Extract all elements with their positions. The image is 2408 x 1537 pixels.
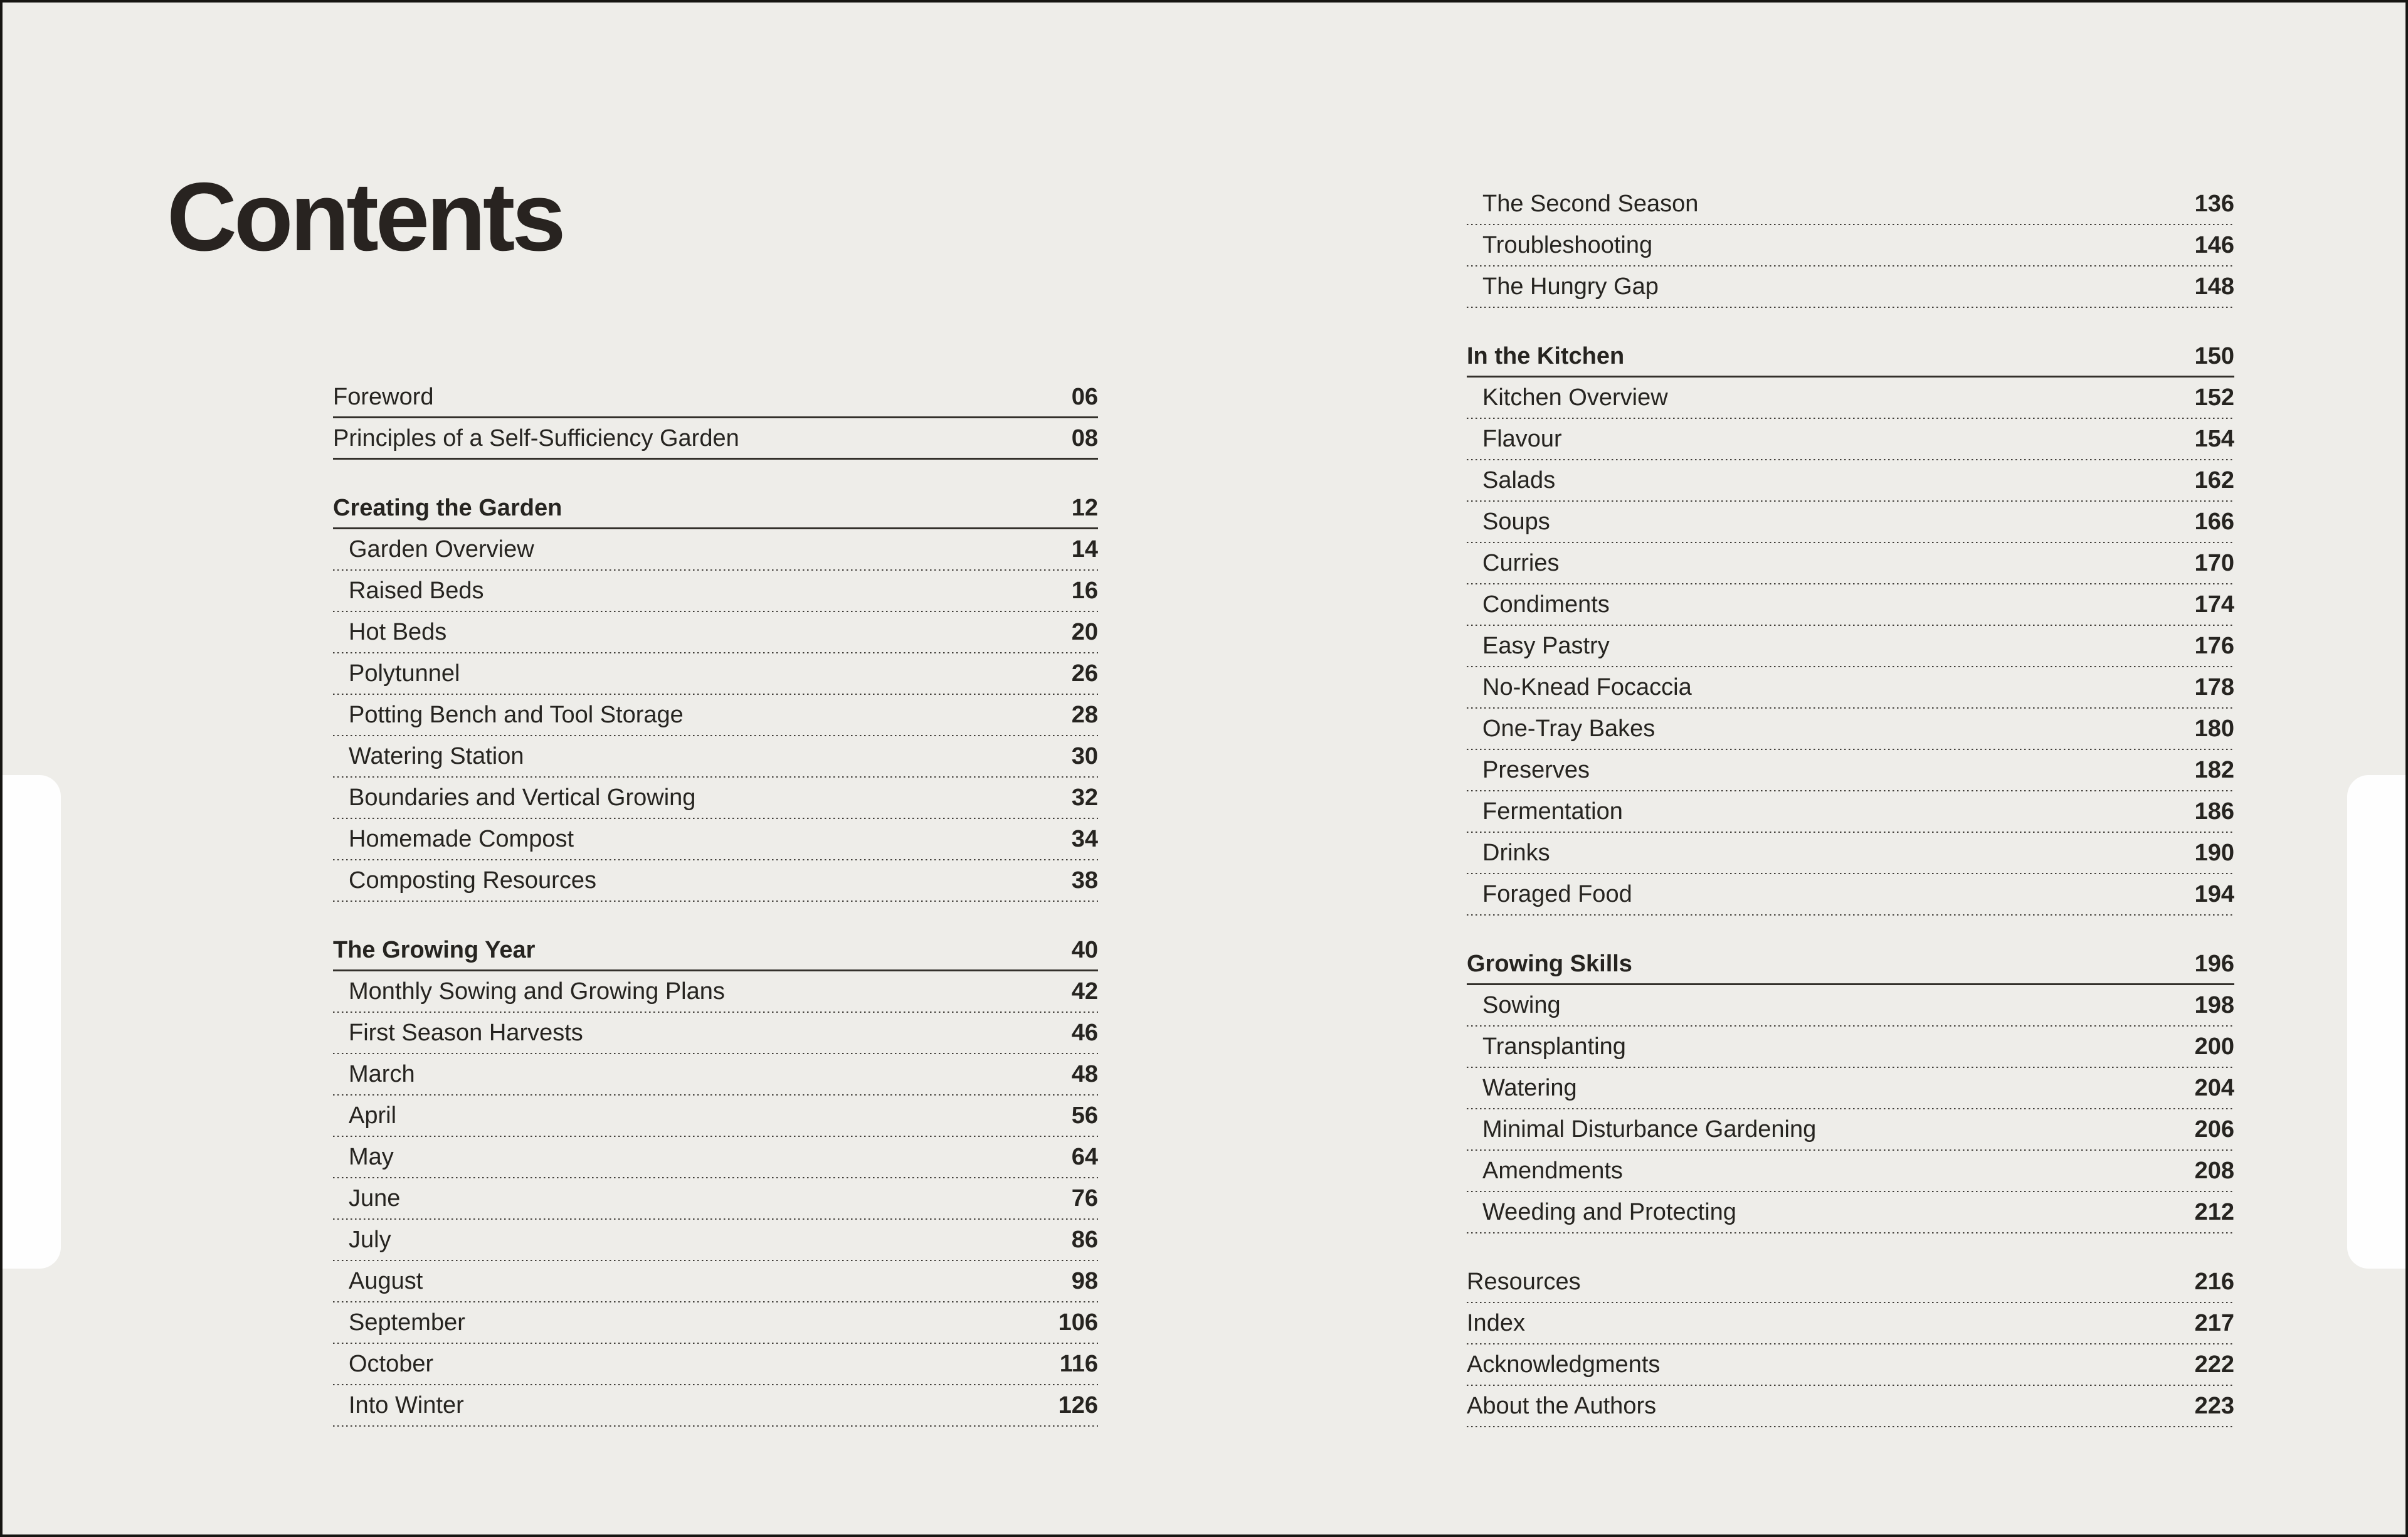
toc-entry-label: Acknowledgments — [1467, 1351, 1661, 1378]
toc-entry-label: Weeding and Protecting — [1482, 1199, 1736, 1226]
toc-page-number: 148 — [2194, 273, 2234, 300]
toc-row-april[interactable] — [333, 1096, 1098, 1137]
toc-page-number: 206 — [2194, 1116, 2234, 1143]
toc-entry-label: About the Authors — [1467, 1393, 1657, 1420]
toc-row-condiments[interactable] — [1467, 584, 2234, 626]
toc-page-number: 30 — [1071, 743, 1098, 770]
toc-page-number: 174 — [2194, 591, 2234, 618]
toc-row-creating-the-garden[interactable] — [333, 488, 1098, 529]
toc-entry-label: March — [349, 1061, 415, 1088]
toc-row-easy-pastry[interactable] — [1467, 626, 2234, 667]
toc-entry-label: Homemade Compost — [349, 826, 574, 853]
toc-entry-label: Raised Beds — [349, 578, 484, 605]
toc-row-curries[interactable] — [1467, 543, 2234, 584]
toc-row-garden-overview[interactable] — [333, 529, 1098, 571]
toc-entry-label: Monthly Sowing and Growing Plans — [349, 978, 725, 1005]
toc-row-sowing[interactable] — [1467, 985, 2234, 1027]
toc-entry-label: June — [349, 1185, 401, 1212]
toc-row-composting-resources[interactable] — [333, 860, 1098, 902]
toc-page-number: 46 — [1071, 1020, 1098, 1047]
toc-row-september[interactable] — [333, 1302, 1098, 1344]
toc-page-number: 20 — [1071, 619, 1098, 646]
toc-entry-label: Potting Bench and Tool Storage — [349, 702, 684, 729]
toc-page-number: 217 — [2194, 1310, 2234, 1337]
toc-row-about-the-authors[interactable] — [1467, 1386, 2234, 1427]
toc-entry-label: August — [349, 1268, 423, 1295]
toc-entry-label: Amendments — [1482, 1158, 1623, 1185]
toc-row-salads[interactable] — [1467, 460, 2234, 502]
toc-page-number: 06 — [1071, 384, 1098, 411]
toc-page-number: 212 — [2194, 1199, 2234, 1226]
toc-row-transplanting[interactable] — [1467, 1027, 2234, 1068]
toc-entry-label: Hot Beds — [349, 619, 447, 646]
toc-entry-label: September — [349, 1309, 465, 1336]
toc-entry-label: October — [349, 1351, 434, 1378]
toc-row-into-winter[interactable] — [333, 1385, 1098, 1427]
toc-entry-label: In the Kitchen — [1467, 343, 1625, 370]
toc-row-the-hungry-gap[interactable] — [1467, 267, 2234, 308]
toc-page-number: 166 — [2194, 509, 2234, 536]
toc-page-number: 116 — [1059, 1351, 1098, 1378]
toc-row-fermentation[interactable] — [1467, 791, 2234, 833]
toc-page-number: 198 — [2194, 992, 2234, 1019]
toc-entry-label: Watering — [1482, 1075, 1577, 1102]
toc-entry-label: Drinks — [1482, 840, 1550, 867]
toc-page-number: 98 — [1071, 1268, 1098, 1295]
toc-entry-label: Composting Resources — [349, 867, 596, 894]
toc-page-number: 40 — [1071, 937, 1098, 964]
toc-page-number: 14 — [1071, 536, 1098, 563]
toc-page-number: 178 — [2194, 674, 2234, 701]
toc-entry-label: Principles of a Self-Sufficiency Garden — [333, 425, 739, 452]
toc-row-resources[interactable] — [1467, 1262, 2234, 1303]
toc-entry-label: Into Winter — [349, 1392, 464, 1419]
toc-entry-label: Resources — [1467, 1269, 1581, 1296]
toc-row-watering-station[interactable] — [333, 736, 1098, 778]
toc-row-june[interactable] — [333, 1178, 1098, 1220]
toc-right-column — [1467, 184, 2234, 1427]
toc-row-hot-beds[interactable] — [333, 612, 1098, 653]
toc-page-number: 56 — [1071, 1102, 1098, 1129]
toc-page-number: 38 — [1071, 867, 1098, 894]
toc-entry-label: Foreword — [333, 384, 434, 411]
toc-row-no-knead-focaccia[interactable] — [1467, 667, 2234, 709]
toc-entry-label: Condiments — [1482, 591, 1610, 618]
toc-entry-label: Watering Station — [349, 743, 524, 770]
toc-row-acknowledgments[interactable] — [1467, 1344, 2234, 1386]
toc-row-august[interactable] — [333, 1261, 1098, 1302]
toc-row-raised-beds[interactable] — [333, 571, 1098, 612]
toc-page-number: 08 — [1071, 425, 1098, 452]
toc-entry-label: Growing Skills — [1467, 951, 1632, 978]
toc-row-monthly-sowing-and-growing-plans[interactable] — [333, 971, 1098, 1013]
toc-left-column — [333, 377, 1098, 1427]
toc-entry-label: Easy Pastry — [1482, 633, 1610, 660]
toc-entry-label: Index — [1467, 1310, 1525, 1337]
toc-row-amendments[interactable] — [1467, 1151, 2234, 1192]
toc-entry-label: Curries — [1482, 550, 1560, 577]
toc-page-number: 194 — [2194, 881, 2234, 908]
toc-page-number: 196 — [2194, 951, 2234, 978]
toc-row-october[interactable] — [333, 1344, 1098, 1385]
toc-page-number: 216 — [2194, 1269, 2234, 1296]
toc-page-number: 64 — [1071, 1144, 1098, 1171]
toc-page-number: 152 — [2194, 384, 2234, 411]
toc-entry-label: Flavour — [1482, 426, 1562, 453]
toc-page-number: 176 — [2194, 633, 2234, 660]
page-next-button[interactable] — [2347, 775, 2408, 1269]
toc-row-preserves[interactable] — [1467, 750, 2234, 791]
toc-row-principles-of-a-self-sufficiency-garden[interactable] — [333, 418, 1098, 460]
toc-page-number: 48 — [1071, 1061, 1098, 1088]
toc-entry-label: The Growing Year — [333, 937, 536, 964]
toc-page-number: 186 — [2194, 798, 2234, 825]
toc-row-the-growing-year[interactable] — [333, 930, 1098, 971]
toc-page-number: 208 — [2194, 1158, 2234, 1185]
toc-entry-label: Kitchen Overview — [1482, 384, 1668, 411]
toc-page-number: 76 — [1071, 1185, 1098, 1212]
toc-page-number: 42 — [1071, 978, 1098, 1005]
toc-entry-label: Creating the Garden — [333, 495, 562, 522]
toc-row-drinks[interactable] — [1467, 833, 2234, 874]
toc-row-growing-skills[interactable] — [1467, 944, 2234, 985]
toc-entry-label: First Season Harvests — [349, 1020, 583, 1047]
toc-entry-label: Fermentation — [1482, 798, 1623, 825]
toc-page-number: 180 — [2194, 716, 2234, 742]
page-previous-button[interactable] — [0, 775, 61, 1269]
toc-row-polytunnel[interactable] — [333, 653, 1098, 695]
toc-page-number: 154 — [2194, 426, 2234, 453]
toc-entry-label: The Second Season — [1482, 191, 1699, 218]
toc-entry-label: Minimal Disturbance Gardening — [1482, 1116, 1817, 1143]
toc-page-number: 223 — [2194, 1393, 2234, 1420]
toc-entry-label: Troubleshooting — [1482, 232, 1653, 259]
toc-page-number: 86 — [1071, 1227, 1098, 1254]
toc-page-number: 204 — [2194, 1075, 2234, 1102]
toc-entry-label: Salads — [1482, 467, 1556, 494]
toc-row-flavour[interactable] — [1467, 419, 2234, 460]
toc-row-weeding-and-protecting[interactable] — [1467, 1192, 2234, 1233]
toc-page-number: 200 — [2194, 1033, 2234, 1060]
toc-entry-label: April — [349, 1102, 397, 1129]
toc-entry-label: One-Tray Bakes — [1482, 716, 1656, 742]
toc-row-soups[interactable] — [1467, 502, 2234, 543]
toc-entry-label: Garden Overview — [349, 536, 534, 563]
toc-page-number: 16 — [1071, 578, 1098, 605]
toc-page-number: 150 — [2194, 343, 2234, 370]
toc-entry-label: Foraged Food — [1482, 881, 1632, 908]
toc-row-foraged-food[interactable] — [1467, 874, 2234, 916]
toc-row-in-the-kitchen[interactable] — [1467, 336, 2234, 378]
toc-page-number: 222 — [2194, 1351, 2234, 1378]
toc-page-number: 146 — [2194, 232, 2234, 259]
toc-page-number: 190 — [2194, 840, 2234, 867]
toc-row-homemade-compost[interactable] — [333, 819, 1098, 860]
toc-page-number: 32 — [1071, 784, 1098, 811]
toc-row-boundaries-and-vertical-growing[interactable] — [333, 778, 1098, 819]
toc-page-number: 126 — [1058, 1392, 1098, 1419]
toc-entry-label: Soups — [1482, 509, 1550, 536]
page-title: Contents — [167, 162, 563, 271]
toc-row-watering[interactable] — [1467, 1068, 2234, 1109]
toc-row-minimal-disturbance-gardening[interactable] — [1467, 1109, 2234, 1151]
toc-row-kitchen-overview[interactable] — [1467, 378, 2234, 419]
toc-row-one-tray-bakes[interactable] — [1467, 709, 2234, 750]
toc-page-number: 34 — [1071, 826, 1098, 853]
toc-row-foreword[interactable] — [333, 377, 1098, 418]
toc-row-the-second-season[interactable] — [1467, 184, 2234, 225]
toc-page-number: 170 — [2194, 550, 2234, 577]
toc-entry-label: Transplanting — [1482, 1033, 1626, 1060]
toc-row-july[interactable] — [333, 1220, 1098, 1261]
toc-entry-label: Preserves — [1482, 757, 1590, 784]
toc-entry-label: No-Knead Focaccia — [1482, 674, 1692, 701]
toc-page-number: 162 — [2194, 467, 2234, 494]
toc-row-first-season-harvests[interactable] — [333, 1013, 1098, 1054]
toc-entry-label: Boundaries and Vertical Growing — [349, 784, 696, 811]
toc-row-potting-bench-and-tool-storage[interactable] — [333, 695, 1098, 736]
toc-row-index[interactable] — [1467, 1303, 2234, 1344]
toc-page-number: 136 — [2194, 191, 2234, 218]
toc-page-number: 26 — [1071, 660, 1098, 687]
toc-page-number: 28 — [1071, 702, 1098, 729]
toc-page-number: 12 — [1071, 495, 1098, 522]
toc-page-number: 106 — [1058, 1309, 1098, 1336]
toc-entry-label: Sowing — [1482, 992, 1561, 1019]
toc-row-troubleshooting[interactable] — [1467, 225, 2234, 267]
toc-entry-label: Polytunnel — [349, 660, 460, 687]
toc-entry-label: July — [349, 1227, 391, 1254]
toc-row-may[interactable] — [333, 1137, 1098, 1178]
toc-entry-label: May — [349, 1144, 394, 1171]
toc-row-march[interactable] — [333, 1054, 1098, 1096]
toc-page-number: 182 — [2194, 757, 2234, 784]
toc-entry-label: The Hungry Gap — [1482, 273, 1659, 300]
